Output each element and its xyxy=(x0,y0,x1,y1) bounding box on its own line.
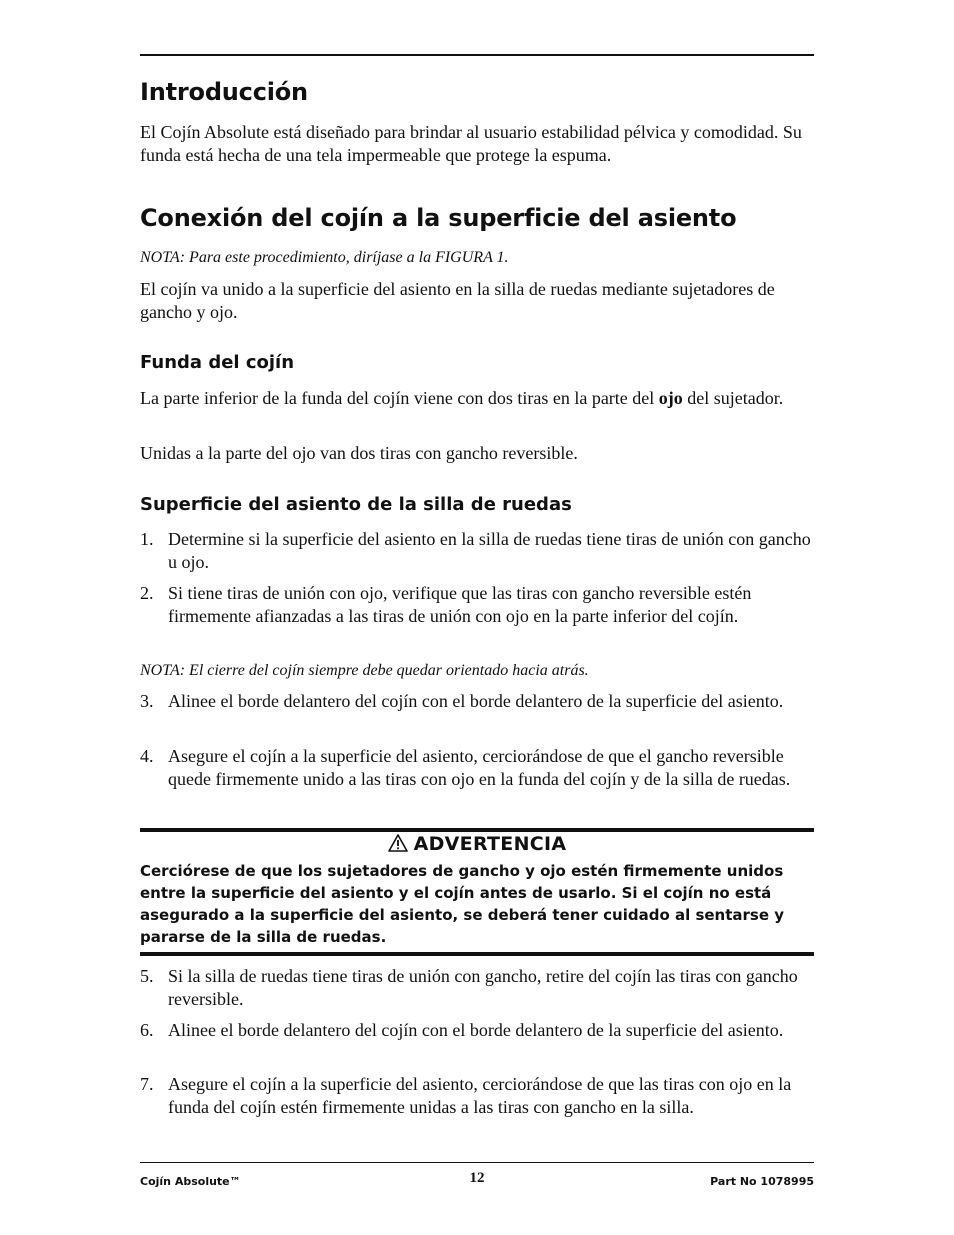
footer-page-number: 12 xyxy=(469,1170,485,1186)
list-item xyxy=(140,528,814,574)
funda-heading: Funda del cojín xyxy=(140,352,295,373)
list-item-number: 3. xyxy=(140,691,154,711)
footer-product-name: Cojín Absolute™ xyxy=(140,1175,241,1188)
list-item-text: Si tiene tiras de unión con ojo, verifique que las tiras con gancho reversible estén firmemente afianzadas a las tiras de unión con ojo en la parte inferior del cojín. xyxy=(168,583,752,626)
list-item xyxy=(140,1073,814,1119)
conexion-note: NOTA: Para este procedimiento, diríjase a la FIGURA 1. xyxy=(140,249,509,266)
list-item-text: Si la silla de ruedas tiene tiras de unión con gancho, retire del cojín las tiras con gancho reversible. xyxy=(168,966,798,1009)
intro-heading: Introducción xyxy=(140,78,308,106)
warning-box xyxy=(140,828,814,956)
list-item-text: Asegure el cojín a la superficie del asiento, cerciorándose de que las tiras con ojo en la funda del cojín estén firmemente unidas a las tiras con gancho en la silla. xyxy=(168,1074,792,1117)
warning-title: ADVERTENCIA xyxy=(413,833,567,855)
funda-p1-bold: ojo xyxy=(658,388,683,408)
conexion-paragraph: El cojín va unido a la superficie del asiento en la silla de ruedas mediante sujetadores de gancho y ojo. xyxy=(140,279,775,322)
list-item-text: Determine si la superficie del asiento en la silla de ruedas tiene tiras de unión con gancho u ojo. xyxy=(168,529,811,572)
list-item-text: Asegure el cojín a la superficie del asiento, cerciorándose de que el gancho reversible quede firmemente unido a las tiras con ojo en la funda del cojín y de la silla de ruedas. xyxy=(168,746,791,789)
superficie-note: NOTA: El cierre del cojín siempre debe quedar orientado hacia atrás. xyxy=(140,662,589,679)
list-item xyxy=(140,582,814,628)
funda-paragraph-1 xyxy=(140,387,814,410)
intro-paragraph: El Cojín Absolute está diseñado para brindar al usuario estabilidad pélvica y comodidad. Su funda está hecha de una tela impermeable que protege la espuma. xyxy=(140,122,802,165)
funda-p1-before: La parte inferior de la funda del cojín viene con dos tiras en la parte del xyxy=(140,388,659,408)
warning-top-rule xyxy=(140,828,814,832)
list-item-number: 6. xyxy=(140,1020,154,1040)
list-item xyxy=(140,1019,814,1042)
list-item-number: 5. xyxy=(140,966,154,986)
funda-paragraph-2: Unidas a la parte del ojo van dos tiras con gancho reversible. xyxy=(140,443,578,463)
funda-p1-after: del sujetador. xyxy=(682,388,784,408)
list-item xyxy=(140,690,814,713)
list-item xyxy=(140,965,814,1011)
list-item-number: 7. xyxy=(140,1074,154,1094)
warning-bottom-rule xyxy=(140,952,814,956)
list-item-text: Alinee el borde delantero del cojín con el borde delantero de la superficie del asiento. xyxy=(168,1020,784,1040)
superficie-heading: Superficie del asiento de la silla de ruedas xyxy=(140,494,572,515)
list-item xyxy=(140,745,814,791)
conexion-heading: Conexión del cojín a la superficie del asiento xyxy=(140,204,737,232)
list-item-number: 1. xyxy=(140,529,154,549)
document-page xyxy=(140,0,814,1235)
top-rule xyxy=(140,54,814,56)
footer-part-number: Part No 1078995 xyxy=(710,1175,814,1188)
list-item-text: Alinee el borde delantero del cojín con el borde delantero de la superficie del asiento. xyxy=(168,691,784,711)
list-item-number: 4. xyxy=(140,746,154,766)
footer-rule xyxy=(140,1162,814,1163)
warning-triangle-icon xyxy=(388,834,408,852)
warning-text: Cerciórese de que los sujetadores de gancho y ojo estén firmemente unidos entre la superficie del asiento y el cojín antes de usarlo. Si el cojín no está asegurado a la superficie del asiento, se deberá tener cuidado al sentarse y pararse de la silla de ruedas. xyxy=(140,862,785,946)
warning-title-row xyxy=(140,833,814,855)
list-item-number: 2. xyxy=(140,583,154,603)
